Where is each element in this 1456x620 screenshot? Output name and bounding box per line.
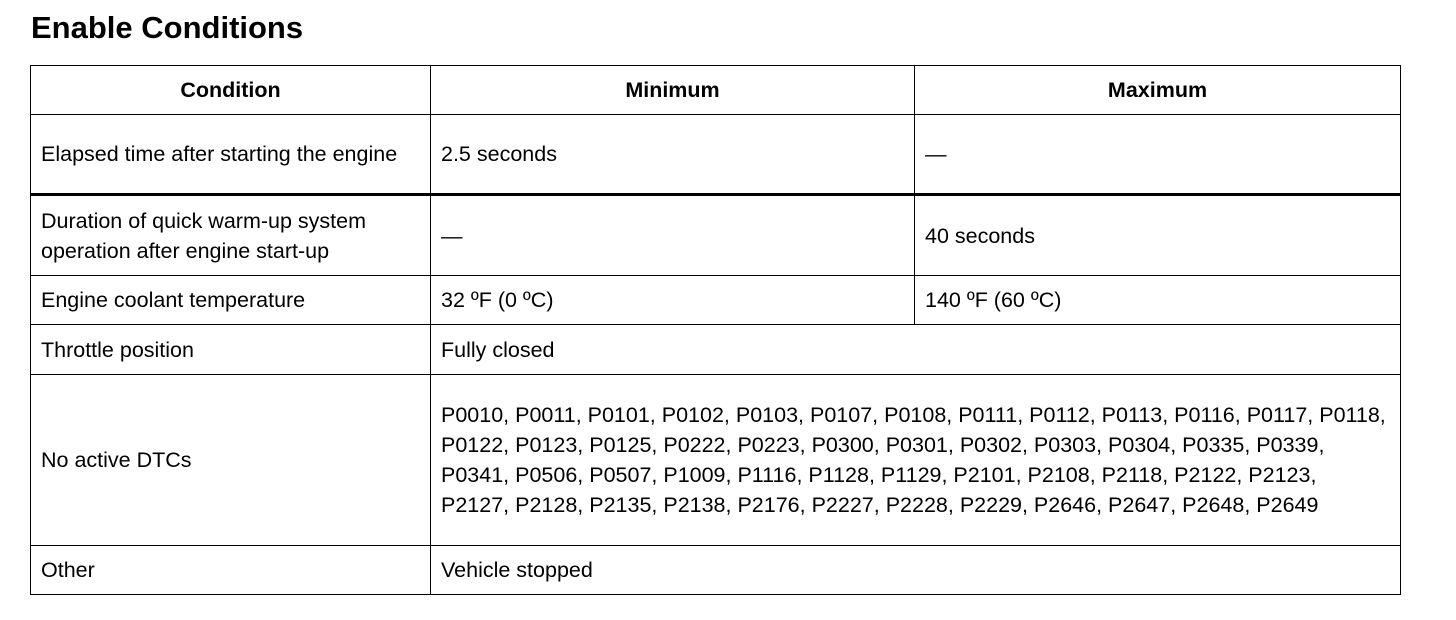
dtc-list: P0010, P0011, P0101, P0102, P0103, P0107, P0108, P0111, P0112, P0113, P0116, P0117, P0118, P0122, P0123, P0125, P0222, P0223, P0300, P0301, P0302, P0303, P0304, P0335, P0339, P0341, P0506, P0507, P1009, P1116, P1128, P1129, P2101, P2108, P2118, P2122, P2123, P2127, P2128, P2135, P2138, P2176, P2227, P2228, P2229, P2646, P2647, P2648, P2649 [441,403,1386,517]
condition-cell: No active DTCs [31,375,431,546]
dtc-list-cell [431,375,1401,546]
table-row [31,195,1401,276]
page-title: Enable Conditions [31,10,304,45]
value-cell: Fully closed [431,325,1401,375]
condition-cell: Other [31,546,431,595]
condition-cell: Throttle position [31,325,431,375]
table-row [31,325,1401,375]
minimum-cell: 32 ºF (0 ºC) [431,276,915,325]
header-condition: Condition [31,66,431,115]
maximum-cell: — [915,115,1401,195]
maximum-cell: 40 seconds [915,195,1401,276]
maximum-cell: 140 ºF (60 ºC) [915,276,1401,325]
header-minimum: Minimum [431,66,915,115]
table-row [31,276,1401,325]
condition-cell: Engine coolant temperature [31,276,431,325]
table-row [31,375,1401,546]
value-cell: Vehicle stopped [431,546,1401,595]
table-row [31,115,1401,195]
minimum-cell: — [431,195,915,276]
condition-cell: Elapsed time after starting the engine [31,115,431,195]
condition-cell: Duration of quick warm-up system operation after engine start-up [31,195,431,276]
table-header-row [31,66,1401,115]
table-row [31,546,1401,595]
enable-conditions-table [30,65,1401,595]
minimum-cell: 2.5 seconds [431,115,915,195]
header-maximum: Maximum [915,66,1401,115]
